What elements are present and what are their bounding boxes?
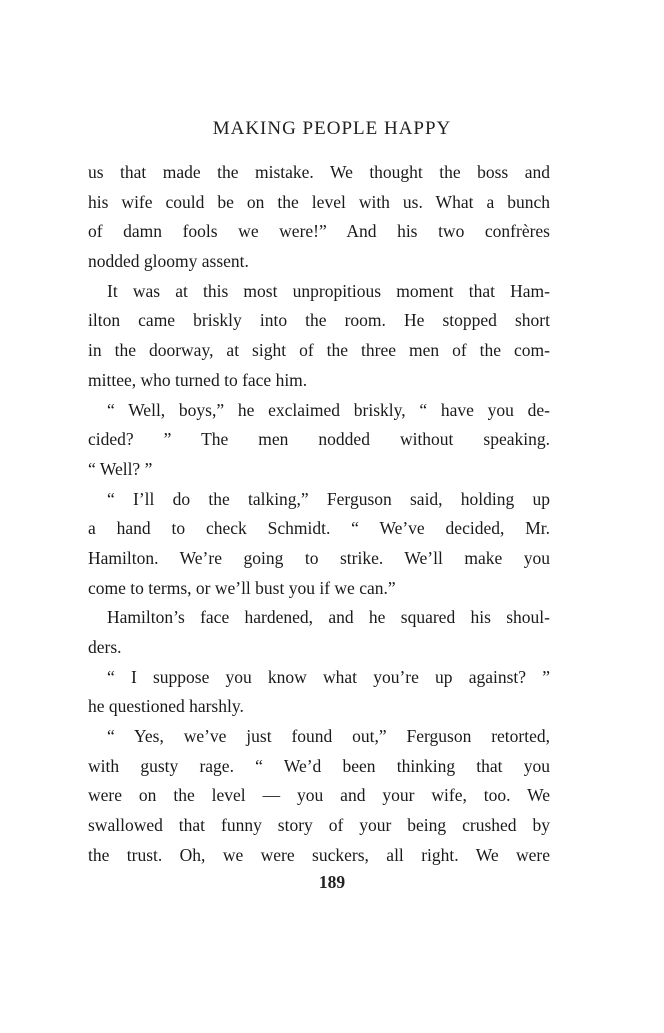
text-line: his wife could be on the level with us. What a bunch bbox=[88, 191, 550, 212]
text-line: “ I’ll do the talking,” Ferguson said, holding up bbox=[107, 488, 550, 509]
text-line: of damn fools we were!” And his two confrères bbox=[88, 221, 550, 242]
text-line: were on the level — you and your wife, too. We bbox=[88, 785, 550, 806]
text-line: “ Well? ” bbox=[88, 458, 153, 479]
text-line: us that made the mistake. We thought the boss and bbox=[88, 162, 550, 182]
text-line: come to terms, or we’ll bust you if we can.” bbox=[88, 577, 396, 598]
text-line: cided? ” The men nodded without speaking. bbox=[88, 429, 550, 450]
text-line: ilton came briskly into the room. He stopped short bbox=[88, 310, 550, 331]
text-line: in the doorway, at sight of the three men of the com- bbox=[88, 340, 550, 361]
text-line: “ I suppose you know what you’re up against? ” bbox=[107, 666, 550, 687]
text-line: It was at this most unpropitious moment that Ham- bbox=[107, 280, 550, 301]
body-text bbox=[88, 158, 550, 871]
text-line: nodded gloomy assent. bbox=[88, 251, 249, 272]
text-line: Hamilton. We’re going to strike. We’ll make you bbox=[88, 547, 550, 568]
text-line: with gusty rage. “ We’d been thinking that you bbox=[88, 755, 550, 776]
page-number: 189 bbox=[318, 872, 346, 892]
text-line: the trust. Oh, we were suckers, all right. We were bbox=[88, 844, 550, 865]
text-line: a hand to check Schmidt. “ We’ve decided, Mr. bbox=[88, 518, 550, 539]
text-line: he questioned harshly. bbox=[88, 696, 244, 717]
text-line: swallowed that funny story of your being crushed by bbox=[88, 815, 550, 836]
text-line: “ Well, boys,” he exclaimed briskly, “ have you de- bbox=[107, 399, 550, 420]
text-line: mittee, who turned to face him. bbox=[88, 369, 308, 390]
text-line: Hamilton’s face hardened, and he squared his shoul- bbox=[107, 607, 550, 628]
text-line: ders. bbox=[88, 637, 122, 657]
running-head: MAKING PEOPLE HAPPY bbox=[212, 118, 452, 139]
text-line: “ Yes, we’ve just found out,” Ferguson retorted, bbox=[107, 726, 550, 747]
